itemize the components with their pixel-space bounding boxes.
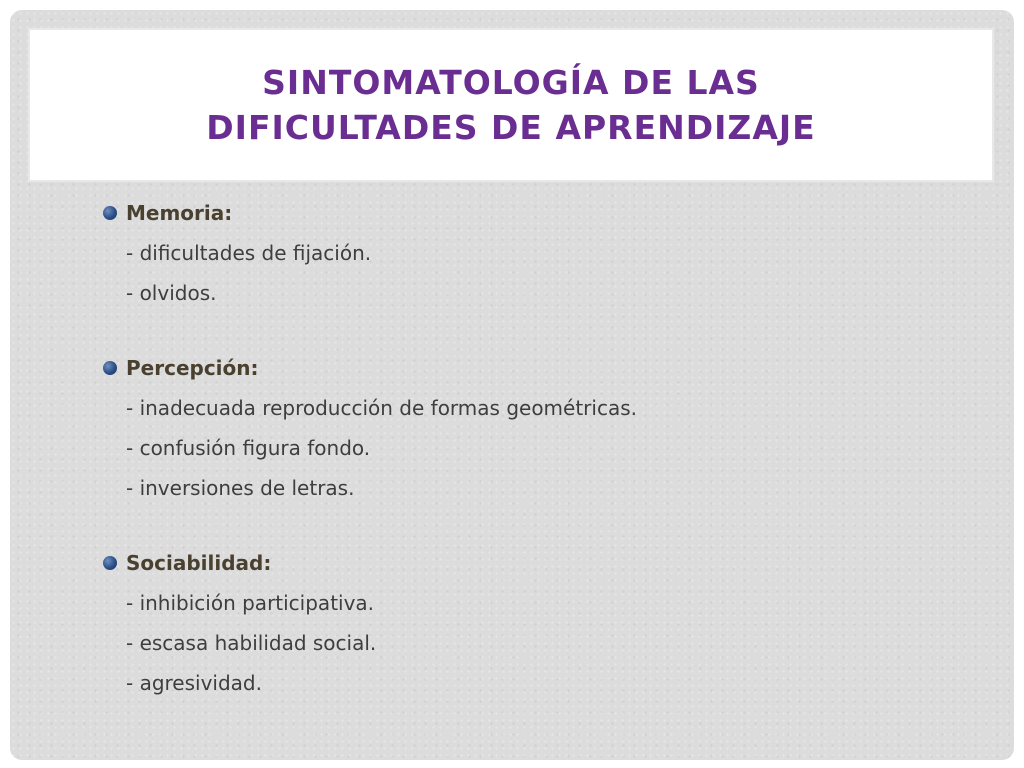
bullet-icon xyxy=(103,556,117,570)
bullet-icon xyxy=(103,361,117,375)
list-item: - olvidos. xyxy=(126,281,217,305)
section-sociabilidad xyxy=(103,543,983,703)
content-body xyxy=(103,193,983,738)
title-box xyxy=(30,30,992,180)
bullet-icon xyxy=(103,206,117,220)
list-item: - inadecuada reproducción de formas geométricas. xyxy=(126,396,637,420)
slide xyxy=(10,10,1014,760)
section-heading: Sociabilidad: xyxy=(126,551,272,575)
section-memoria xyxy=(103,193,983,313)
list-item: - inhibición participativa. xyxy=(126,591,375,615)
slide-title xyxy=(61,60,961,150)
list-item: - confusión figura fondo. xyxy=(126,436,371,460)
list-item: - agresividad. xyxy=(126,671,262,695)
section-heading: Percepción: xyxy=(126,356,259,380)
title-line-2: DIFICULTADES DE APRENDIZAJE xyxy=(206,108,816,147)
list-item: - inversiones de letras. xyxy=(126,476,355,500)
section-heading: Memoria: xyxy=(126,201,233,225)
title-line-1: SINTOMATOLOGÍA DE LAS xyxy=(262,63,760,102)
list-item: - escasa habilidad social. xyxy=(126,631,377,655)
list-item: - dificultades de fijación. xyxy=(126,241,372,265)
section-percepcion xyxy=(103,348,983,508)
